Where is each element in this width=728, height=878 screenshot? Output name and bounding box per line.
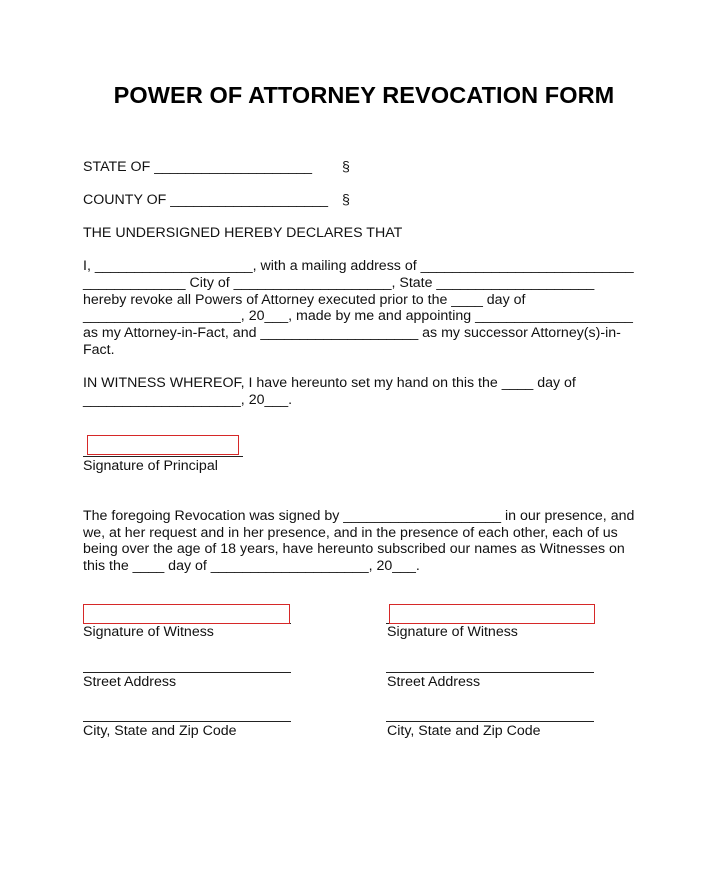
county-of-line: COUNTY OF ____________________	[83, 192, 329, 208]
witness-2-city-line	[386, 721, 594, 722]
paragraph-line: we, at her request and in her presence, and in the presence of each other, each of us	[83, 525, 618, 541]
document-title: POWER OF ATTORNEY REVOCATION FORM	[113, 82, 615, 108]
witness-2-street-line	[386, 672, 594, 673]
witness-1-city-label: City, State and Zip Code	[83, 723, 237, 739]
witness-1-city-line	[83, 721, 291, 722]
paragraph-line: hereby revoke all Powers of Attorney executed prior to the ____ day of	[83, 292, 526, 308]
principal-signature-label: Signature of Principal	[83, 458, 218, 474]
state-of-line: STATE OF ____________________	[83, 159, 313, 175]
witness-2-signature-label: Signature of Witness	[387, 624, 518, 640]
paragraph-line: I, ____________________, with a mailing address of ___________________________	[83, 258, 634, 274]
section-symbol-county: §	[342, 192, 350, 208]
principal-signature-field[interactable]	[87, 435, 239, 455]
witness-2-signature-field[interactable]	[389, 604, 595, 624]
paragraph-line: Fact.	[83, 342, 115, 358]
paragraph-line: IN WITNESS WHEREOF, I have hereunto set my hand on this the ____ day of	[83, 375, 576, 391]
witness-1-signature-field[interactable]	[83, 604, 290, 624]
paragraph-line: ____________________, 20___.	[83, 392, 293, 408]
paragraph-line: as my Attorney-in-Fact, and ____________________ as my successor Attorney(s)-in-	[83, 325, 621, 341]
paragraph-line: _____________ City of ____________________, State ____________________	[83, 275, 595, 291]
witness-1-street-line	[83, 672, 291, 673]
paragraph-line: ____________________, 20___, made by me and appointing ____________________	[83, 308, 633, 324]
paragraph-line: being over the age of 18 years, have hereunto subscribed our names as Witnesses on	[83, 541, 625, 557]
paragraph-line: The foregoing Revocation was signed by ____________________ in our presence, and	[83, 508, 635, 524]
witness-2-city-label: City, State and Zip Code	[387, 723, 541, 739]
section-symbol-state: §	[342, 159, 350, 175]
witness-2-street-label: Street Address	[387, 674, 481, 690]
witness-1-street-label: Street Address	[83, 674, 177, 690]
witness-1-signature-label: Signature of Witness	[83, 624, 214, 640]
paragraph-line: this the ____ day of ____________________, 20___.	[83, 558, 420, 574]
principal-signature-line	[83, 456, 243, 457]
declaration-heading: THE UNDERSIGNED HEREBY DECLARES THAT	[83, 225, 403, 241]
